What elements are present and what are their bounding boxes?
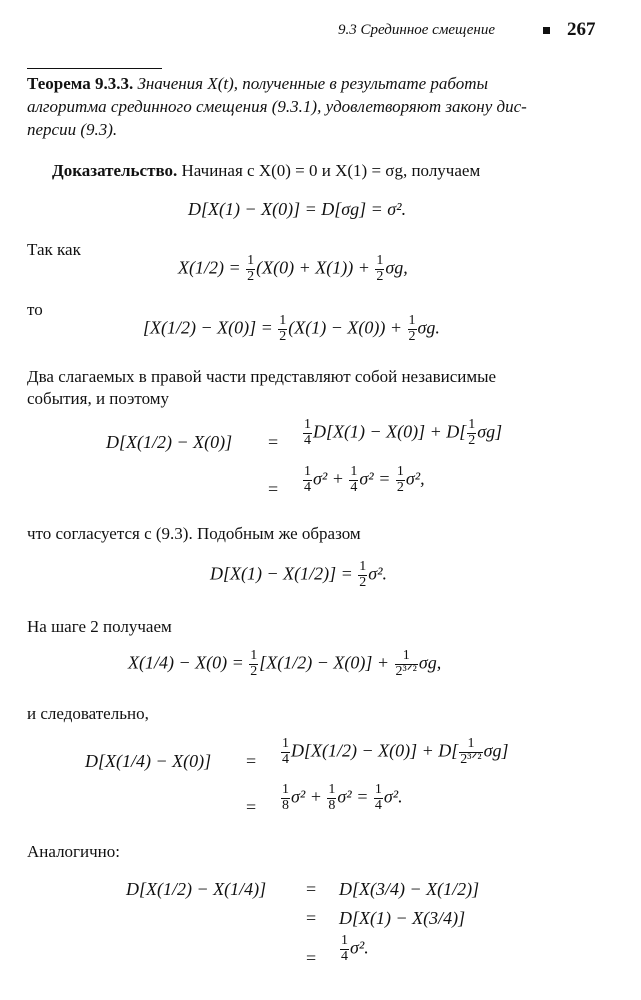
eq6-b: σg, xyxy=(418,652,442,673)
eq5-b: σ². xyxy=(368,563,388,584)
fraction-half: $\frac{1}{2}$ xyxy=(247,253,255,284)
eq4-r2c: σ², xyxy=(405,468,425,489)
fraction-eighth: $\frac{1}{8}$ xyxy=(328,782,336,813)
text-agree: что согласуется с (9.3). Подобным же образом xyxy=(27,524,361,543)
theorem-rule xyxy=(27,68,162,69)
eq2-lhs: X(1/2) = xyxy=(178,257,241,278)
text-step2: На шаге 2 получаем xyxy=(27,617,172,636)
equation-3 xyxy=(143,314,440,344)
eq7-r1a: D[X(1/2) − X(0)] + D[ xyxy=(291,740,459,761)
theorem-text-1: Значения X(t), полученные в результате работы xyxy=(137,74,489,93)
fraction-quarter: $\frac{1}{4}$ xyxy=(374,782,382,813)
fraction-half: $\frac{1}{2}$ xyxy=(359,559,367,590)
eq6-a: [X(1/2) − X(0)] + xyxy=(259,652,390,673)
eq5-lhs: D[X(1) − X(1/2)] = xyxy=(210,563,353,584)
fraction-two-pow: $\frac{1}{\text{2³ᐟ²}}$ xyxy=(395,648,417,679)
fraction-half: $\frac{1}{2}$ xyxy=(468,417,476,448)
fraction-quarter: $\frac{1}{4}$ xyxy=(350,464,358,495)
proof-label: Доказательство. xyxy=(52,161,178,180)
text-then: то xyxy=(27,300,43,319)
header-bullet-icon xyxy=(543,27,550,34)
proof-intro: Начиная с X(0) = 0 и X(1) = σg, получаем xyxy=(181,161,481,180)
text-hence: и следовательно, xyxy=(27,704,149,723)
eq7-r2c: σ². xyxy=(383,786,403,807)
fraction-eighth: $\frac{1}{8}$ xyxy=(282,782,289,813)
equation-1: D[X(1) − X(0)] = D[σg] = σ². xyxy=(188,199,407,219)
fraction-two-pow: $\frac{1}{\text{2³ᐟ²}}$ xyxy=(460,736,482,767)
eq7-sign-2: = xyxy=(246,797,257,817)
eq4-r1b: σg] xyxy=(477,421,503,442)
eq4-lhs: D[X(1/2) − X(0)] xyxy=(106,432,233,452)
eq8-r3: σ². xyxy=(350,937,369,958)
para-1-line-2: события, и поэтому xyxy=(27,389,170,408)
fraction-half: $\frac{1}{2}$ xyxy=(408,313,416,344)
fraction-quarter: $\frac{1}{4}$ xyxy=(341,933,348,964)
eq8-row-2: D[X(1) − X(3/4)] xyxy=(339,908,466,928)
proof-line xyxy=(52,161,480,181)
eq4-r2b: σ² = xyxy=(359,468,391,489)
fraction-quarter: $\frac{1}{4}$ xyxy=(282,736,289,767)
eq8-sign-1: = xyxy=(306,879,317,899)
eq7-row-2 xyxy=(280,783,403,813)
eq3-b: σg. xyxy=(417,317,440,338)
eq4-row-2 xyxy=(302,465,425,495)
eq8-row-1: D[X(3/4) − X(1/2)] xyxy=(339,879,480,899)
eq2-b: σg, xyxy=(385,257,408,278)
theorem-line-1 xyxy=(27,74,488,94)
equation-6 xyxy=(128,649,441,679)
text-since: Так как xyxy=(27,240,81,259)
eq7-r1b: σg] xyxy=(483,740,509,761)
eq7-lhs: D[X(1/4) − X(0)] xyxy=(85,751,212,771)
equation-2 xyxy=(178,254,408,284)
fraction-half: $\frac{1}{2}$ xyxy=(250,648,258,679)
equation-5 xyxy=(210,560,387,590)
fraction-quarter: $\frac{1}{4}$ xyxy=(304,417,311,448)
fraction-half: $\frac{1}{2}$ xyxy=(396,464,404,495)
eq8-lhs: D[X(1/2) − X(1/4)] xyxy=(126,879,267,899)
eq2-a: (X(0) + X(1)) + xyxy=(256,257,370,278)
eq4-row-1 xyxy=(302,418,502,448)
running-title: 9.3 Срединное смещение xyxy=(338,22,496,38)
fraction-quarter: $\frac{1}{4}$ xyxy=(304,464,311,495)
eq4-r1a: D[X(1) − X(0)] + D[ xyxy=(313,421,467,442)
theorem-label: Теорема 9.3.3. xyxy=(27,74,134,93)
fraction-half: $\frac{1}{2}$ xyxy=(376,253,384,284)
eq8-sign-3: = xyxy=(306,948,317,968)
fraction-half: $\frac{1}{2}$ xyxy=(279,313,287,344)
eq3-a: (X(1) − X(0)) + xyxy=(288,317,403,338)
theorem-text-2: алгоритма срединного смещения (9.3.1), удовлетворяют закону дис- xyxy=(27,97,527,116)
eq6-lhs: X(1/4) − X(0) = xyxy=(128,652,244,673)
eq4-sign-2: = xyxy=(268,479,279,499)
eq7-r2a: σ² + xyxy=(291,786,322,807)
eq4-r2a: σ² + xyxy=(313,468,344,489)
theorem-text-3: персии (9.3). xyxy=(27,120,118,139)
eq4-sign-1: = xyxy=(268,432,279,452)
page-number: 267 xyxy=(567,19,596,40)
eq8-row-3 xyxy=(339,934,369,964)
eq8-sign-2: = xyxy=(306,908,317,928)
para-1-line-1: Два слагаемых в правой части представляют собой независимые xyxy=(27,367,497,386)
eq7-sign-1: = xyxy=(246,751,257,771)
text-similarly: Аналогично: xyxy=(27,842,120,861)
eq3-lhs: [X(1/2) − X(0)] = xyxy=(143,317,273,338)
eq7-r2b: σ² = xyxy=(337,786,369,807)
eq7-row-1 xyxy=(280,737,509,767)
